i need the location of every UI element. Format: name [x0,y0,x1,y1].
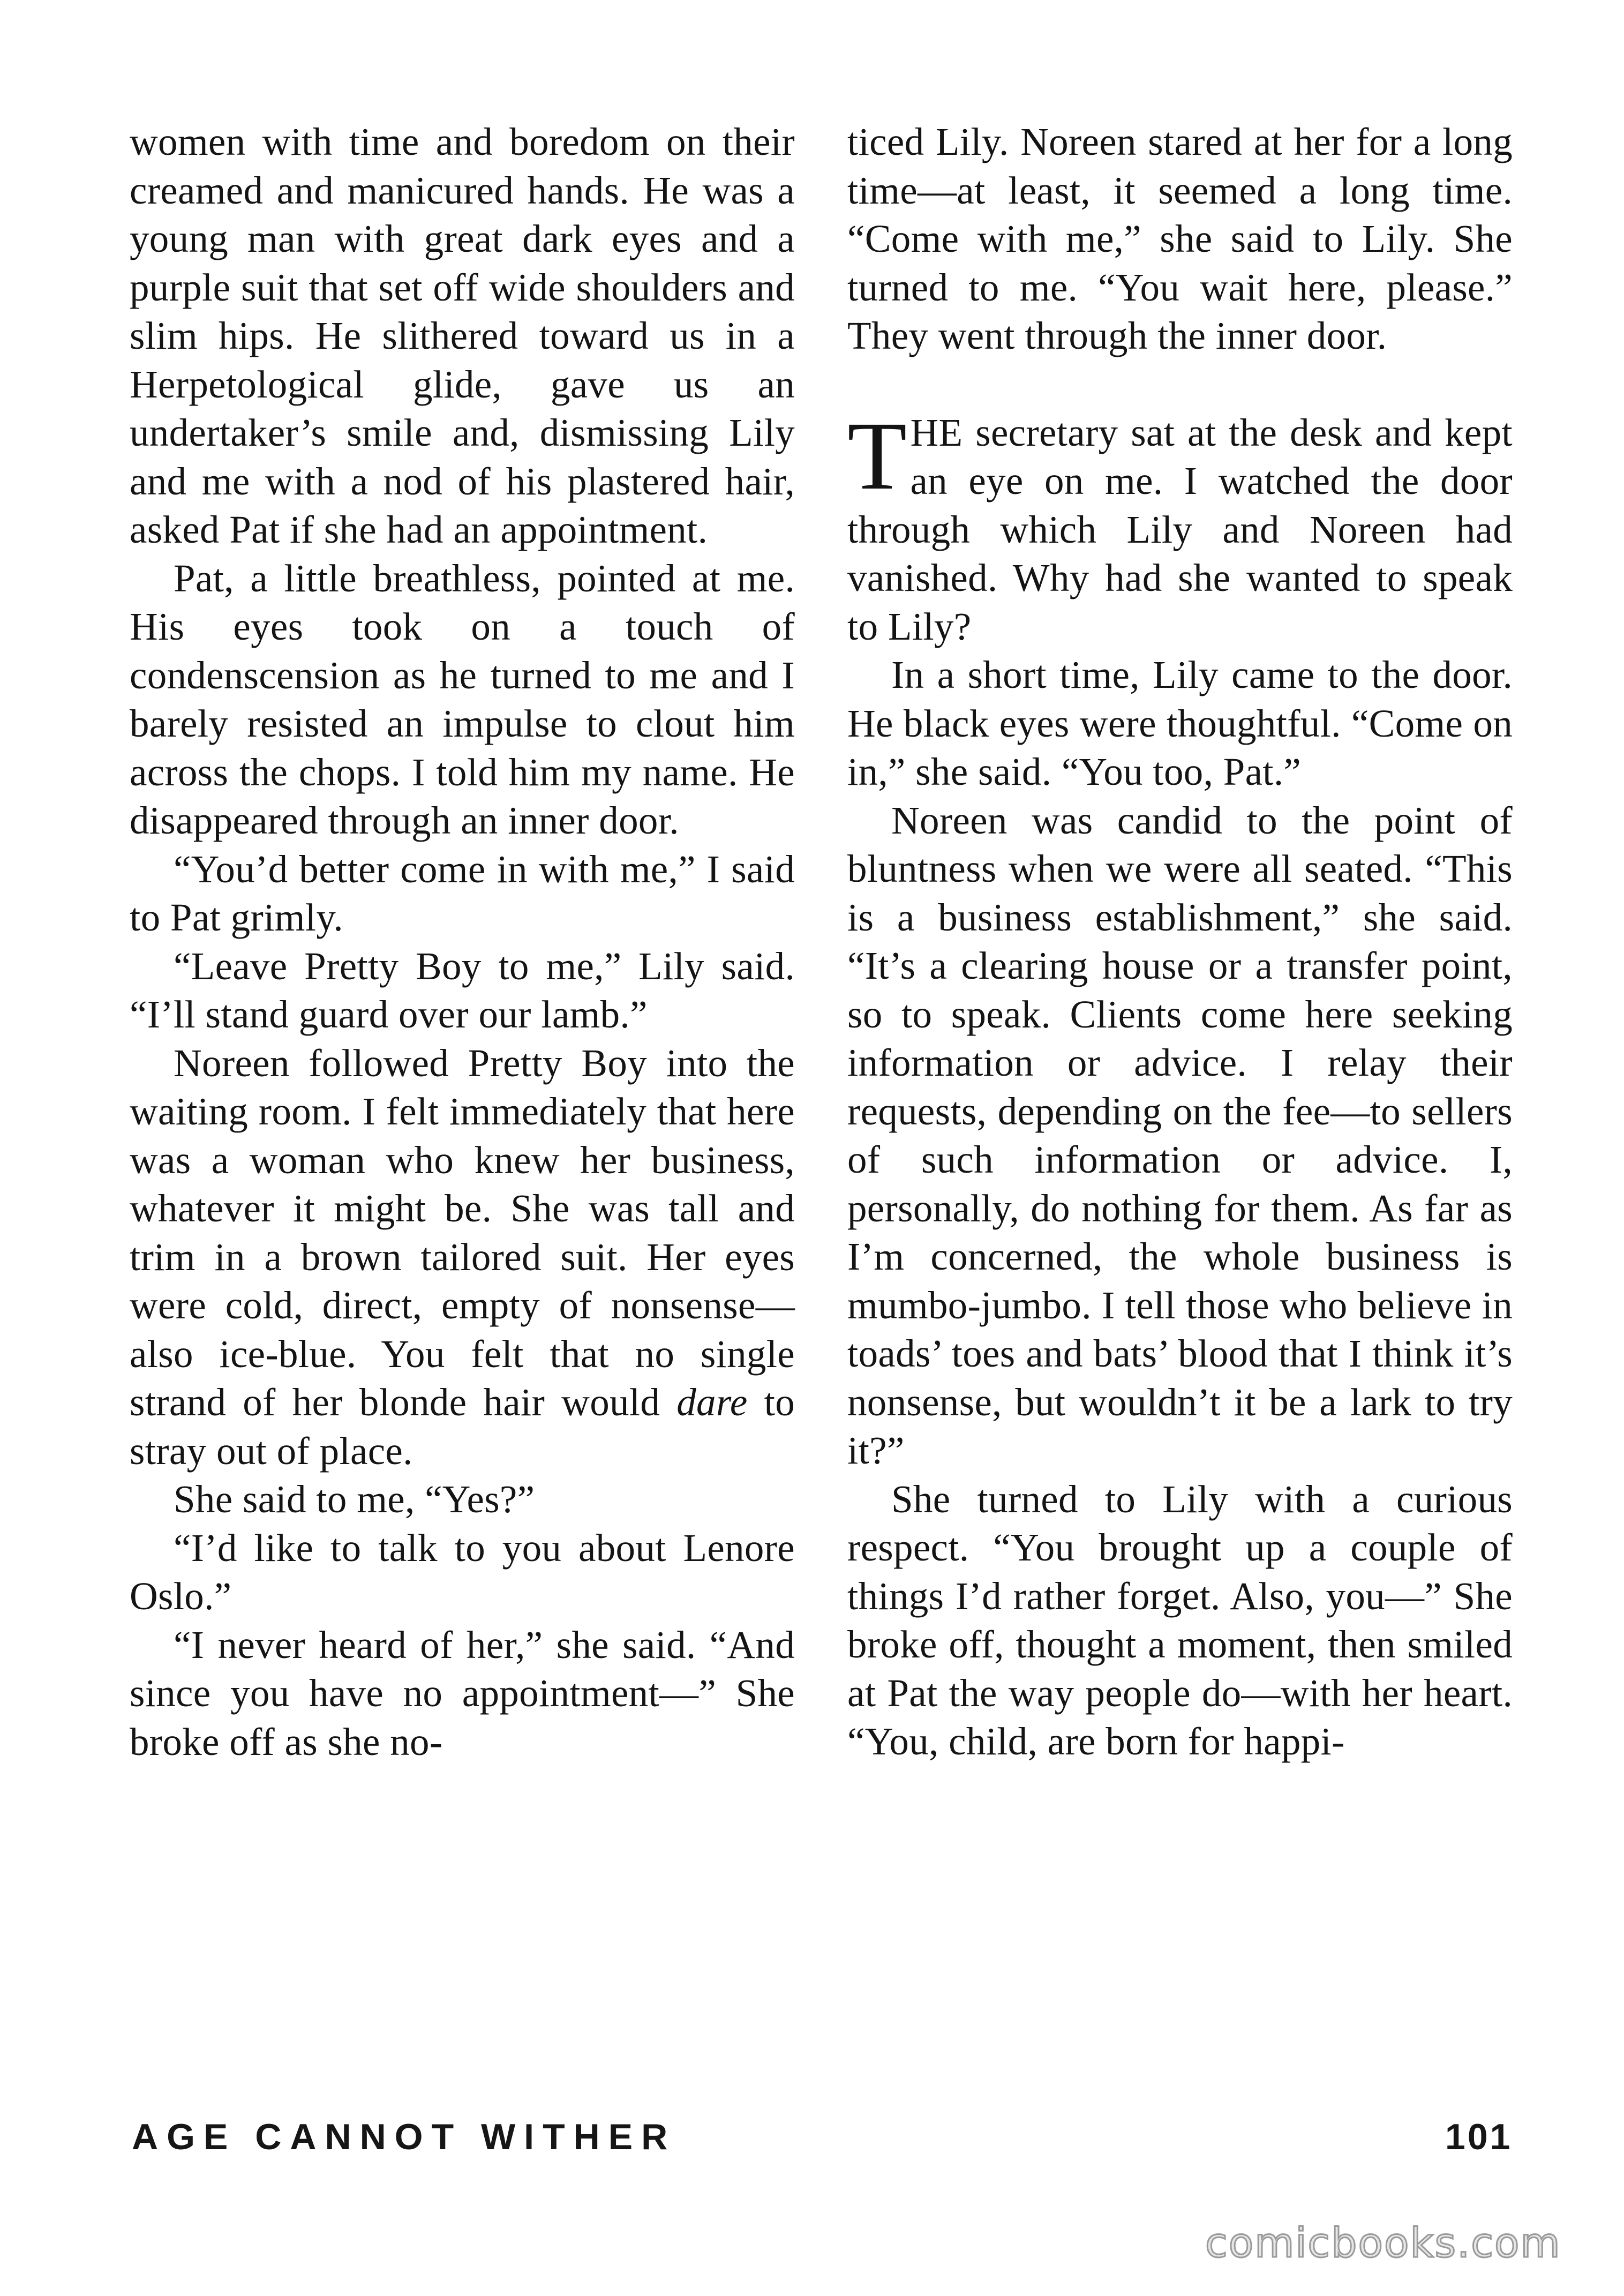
paragraph-text: Noreen followed Pretty Boy into the waiting room. I felt immediately that here was a woman who knew her business, whatever it might be. She was tall and trim in a brown tailored suit. Her eyes were cold, direct, empty of nonsense—also ice-blue. You felt that no single strand of her blonde hair would [130,1041,795,1424]
paragraph: “I’d like to talk to you about Lenore Oslo.” [130,1526,795,1618]
paragraph-text: HE secretary sat at the desk and kept an eye on me. I watched the door through which Lily and Noreen had vanished. Why had she wanted to speak to Lily? [847,410,1513,648]
paragraph: “I never heard of her,” she said. “And since you have no appointment—” She broke off as she no- [130,1623,795,1764]
italic-word: dare [676,1380,748,1424]
watermark: comicbooks.com [1205,2219,1561,2267]
paragraph: Noreen was candid to the point of bluntness when we were all seated. “This is a business establishment,” she said. “It’s a clearing house or a transfer point, so to speak. Clients come here seeking information or advice. I relay their requests, depending on the fee—to sellers of such information or advice. I, personally, do nothing for them. As far as I’m concerned, the whole business is mumbo-jumbo. I tell those who believe in toads’ toes and bats’ blood that I think it’s nonsense, but wouldn’t it be a lark to try it?” [847,798,1513,1472]
paragraph: “Leave Pretty Boy to me,” Lily said. “I’ll stand guard over our lamb.” [130,944,795,1036]
paragraph-text-tail: to stray out of place. [130,1380,795,1473]
paragraph: women with time and boredom on their creamed and manicured hands. He was a young man with great dark eyes and a purple suit that set off wide shoulders and slim hips. He slithered toward us in a Herpetological glide, gave us an undertaker’s smile and, dismissing Lily and me with a nod of his plastered hair, asked Pat if she had an appointment. [130,120,795,551]
left-text-column [130,118,795,1766]
paragraph: Pat, a little breathless, pointed at me. His eyes took on a touch of condenscension as he turned to me and I barely resisted an impulse to clout him across the chops. I told him my name. He disappeared through an inner door. [130,556,795,842]
paragraph [130,1039,795,1476]
paragraph: ticed Lily. Noreen stared at her for a long time—at least, it seemed a long time. “Come with me,” she said to Lily. She turned to me. “You wait here, please.” They went through the inner door. [847,120,1513,357]
paragraph: In a short time, Lily came to the door. He black eyes were thoughtful. “Come on in,” she said. “You too, Pat.” [847,653,1513,793]
page-number: 101 [1445,2117,1513,2157]
right-text-column [847,118,1513,1766]
drop-cap: T [847,402,907,510]
paragraph: She said to me, “Yes?” [174,1477,535,1521]
section-start-paragraph [847,402,1513,651]
paragraph: She turned to Lily with a curious respect. “You brought up a couple of things I’d rather forget. Also, you—” She broke off, thought a moment, then smiled at Pat the way people do—with her heart. “You, child, are born for happi- [847,1477,1513,1763]
paragraph: “You’d better come in with me,” I said to Pat grimly. [130,847,795,939]
running-footer-title: AGE CANNOT WITHER [132,2117,676,2157]
